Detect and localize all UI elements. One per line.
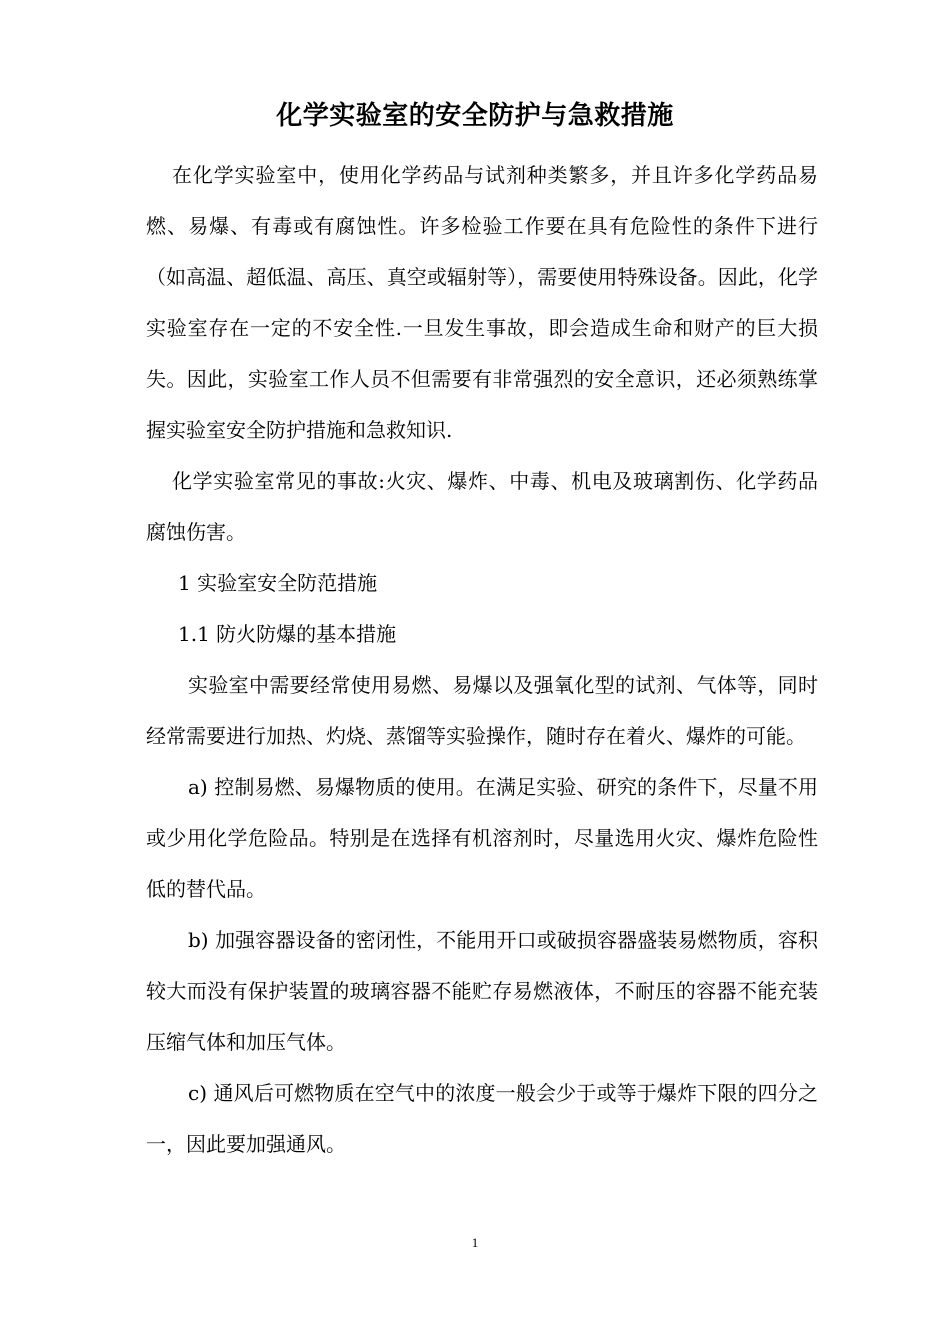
accidents-paragraph: 化学实验室常见的事故:火灾、爆炸、中毒、机电及玻璃割伤、化学药品腐蚀伤害。: [146, 469, 818, 544]
document-title: 化学实验室的安全防护与急救措施: [276, 101, 674, 131]
section-heading-1-1: 1.1 防火防爆的基本措施: [178, 622, 397, 646]
list-item-a: a) 控制易燃、易爆物质的使用。在满足实验、研究的条件下，尽量不用或少用化学危险品。特别是在选择有机溶剂时，尽量选用火灾、爆炸危险性低的替代品。: [146, 775, 818, 901]
intro-paragraph: 在化学实验室中，使用化学药品与试剂种类繁多，并且许多化学药品易燃、易爆、有毒或有腐蚀性。许多检验工作要在具有危险性的条件下进行（如高温、超低温、高压、真空或辐射等），需要使用特殊设备。因此，化学实验室存在一定的不安全性.一旦发生事故，即会造成生命和财产的巨大损失。因此，实验室工作人员不但需要有非常强烈的安全意识，还必须熟练掌握实验室安全防护措施和急救知识.: [146, 163, 818, 442]
section-heading-1: 1 实验室安全防范措施: [178, 571, 378, 595]
section-1-1-paragraph: 实验室中需要经常使用易燃、易爆以及强氧化型的试剂、气体等，同时经常需要进行加热、灼烧、蒸馏等实验操作，随时存在着火、爆炸的可能。: [146, 673, 818, 748]
list-item-b: b) 加强容器设备的密闭性，不能用开口或破损容器盛装易燃物质，容积较大而没有保护装置的玻璃容器不能贮存易燃液体，不耐压的容器不能充装压缩气体和加压气体。: [146, 928, 818, 1054]
page-number: 1: [471, 1235, 479, 1250]
document-body: [146, 150, 818, 1170]
list-item-c: c) 通风后可燃物质在空气中的浓度一般会少于或等于爆炸下限的四分之一，因此要加强通风。: [146, 1081, 818, 1156]
